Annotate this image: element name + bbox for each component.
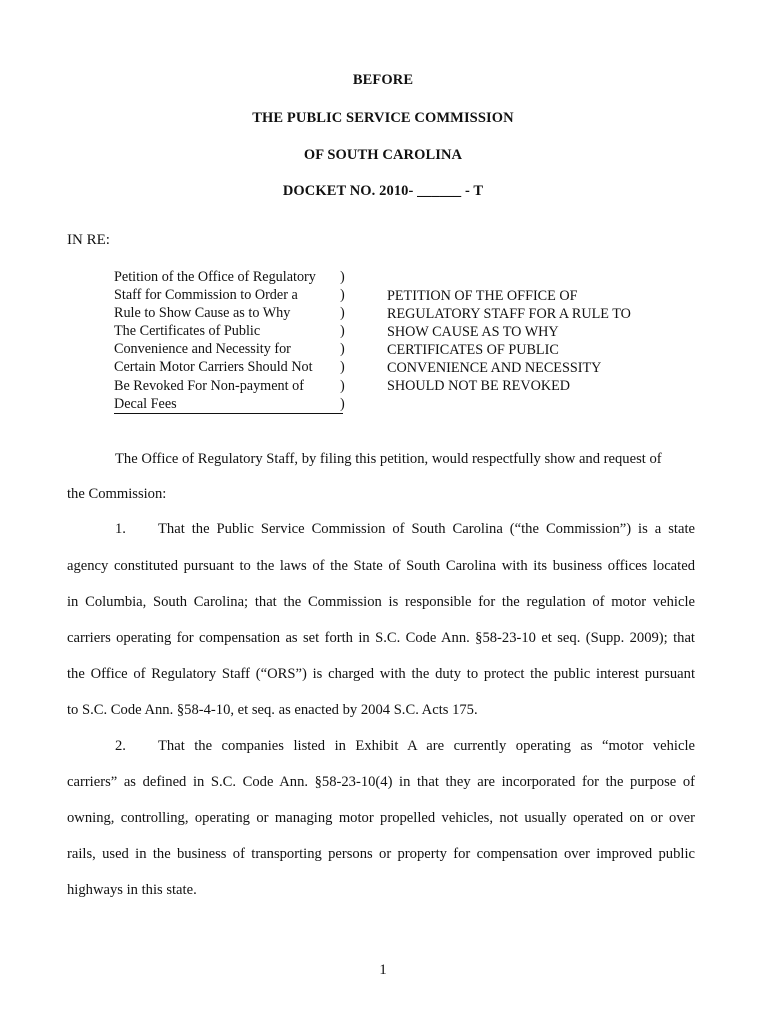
- paragraph-line: to S.C. Code Ann. §58-4-10, et seq. as enacted by 2004 S.C. Acts 175.: [67, 702, 478, 718]
- case-caption-title: [387, 287, 631, 396]
- paragraph-line: rails, used in the business of transporting persons or property for compensation over improved public: [67, 846, 695, 862]
- docket-number: DOCKET NO. 2010- ______ - T: [282, 183, 484, 199]
- paragraph-line: owning, controlling, operating or managing motor propelled vehicles, not usually operated on or over: [67, 810, 695, 826]
- paragraph-number: 2.: [115, 738, 126, 754]
- caption-line: Be Revoked For Non-payment of ): [114, 377, 345, 394]
- case-caption-left: [114, 268, 344, 414]
- page-number: 1: [379, 962, 387, 978]
- heading-state: OF SOUTH CAROLINA: [303, 147, 463, 163]
- in-re-label: IN RE:: [67, 232, 110, 248]
- caption-title-line: SHOW CAUSE AS TO WHY: [387, 324, 559, 341]
- paragraph-line: carriers operating for compensation as set forth in S.C. Code Ann. §58-23-10 et seq. (Supp. 2009); that: [67, 630, 695, 646]
- caption-title-line: REGULATORY STAFF FOR A RULE TO: [387, 306, 631, 323]
- paragraph-number: 1.: [115, 521, 126, 537]
- caption-title-line: CERTIFICATES OF PUBLIC: [387, 342, 559, 359]
- paragraph-line: highways in this state.: [67, 882, 197, 898]
- heading-commission: THE PUBLIC SERVICE COMMISSION: [252, 110, 514, 126]
- caption-title-line: PETITION OF THE OFFICE OF: [387, 288, 578, 304]
- caption-title-line: CONVENIENCE AND NECESSITY: [387, 360, 602, 377]
- caption-line: Staff for Commission to Order a ): [114, 287, 345, 304]
- paragraph-line: the Office of Regulatory Staff (“ORS”) is charged with the duty to protect the public interest pursuant: [67, 666, 695, 682]
- intro-line: The Office of Regulatory Staff, by filing this petition, would respectfully show and request of: [115, 451, 662, 467]
- heading-before: BEFORE: [352, 72, 414, 88]
- caption-line: Certain Motor Carriers Should Not ): [114, 359, 345, 376]
- caption-line: The Certificates of Public ): [114, 323, 345, 340]
- intro-line: the Commission:: [67, 486, 167, 502]
- paragraph-line: carriers” as defined in S.C. Code Ann. §58-23-10(4) in that they are incorporated for the purpose of: [67, 774, 695, 790]
- caption-line: Rule to Show Cause as to Why ): [114, 305, 345, 322]
- caption-line: Petition of the Office of Regulatory ): [114, 269, 345, 285]
- caption-line: Decal Fees ): [114, 395, 343, 414]
- paragraph-line: That the Public Service Commission of South Carolina (“the Commission”) is a state: [158, 521, 695, 537]
- paragraph-line: agency constituted pursuant to the laws of the State of South Carolina with its business offices located: [67, 558, 695, 574]
- caption-title-line: SHOULD NOT BE REVOKED: [387, 378, 570, 395]
- caption-line: Convenience and Necessity for ): [114, 341, 345, 358]
- paragraph-line: That the companies listed in Exhibit A are currently operating as “motor vehicle: [158, 738, 695, 754]
- paragraph-line: in Columbia, South Carolina; that the Commission is responsible for the regulation of motor vehicle: [67, 594, 695, 610]
